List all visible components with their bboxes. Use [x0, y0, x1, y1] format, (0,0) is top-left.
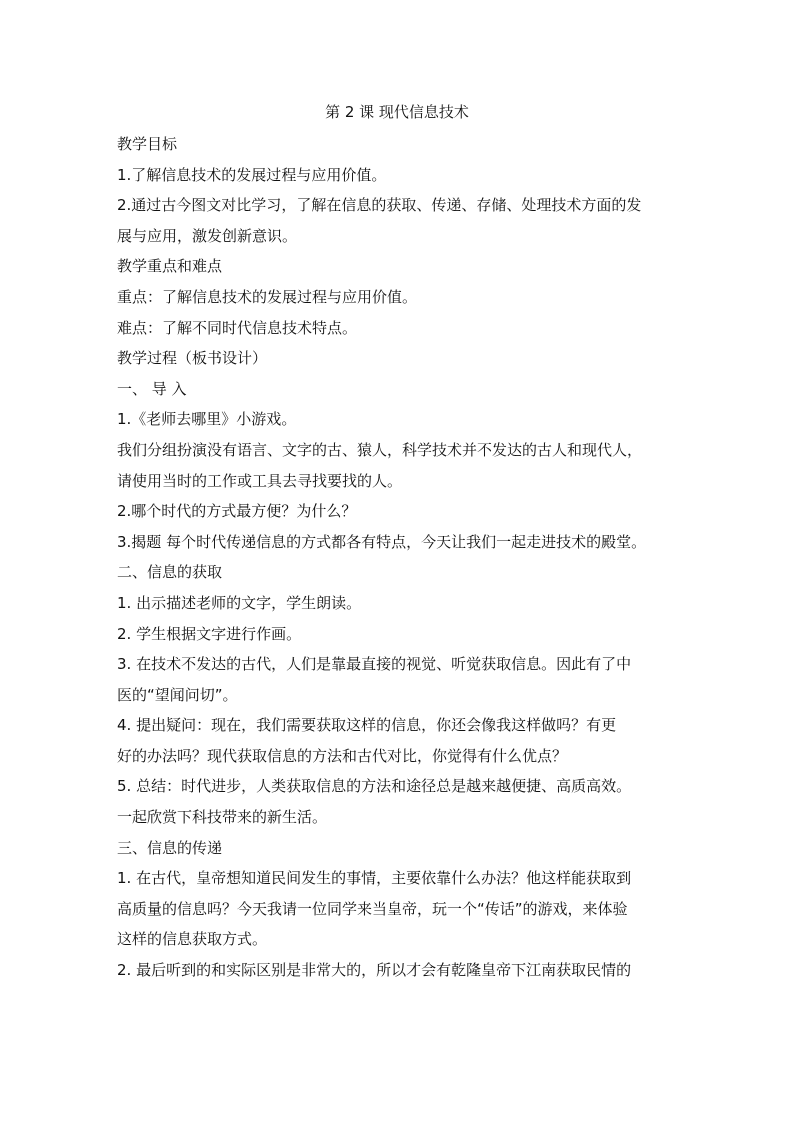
text-line: 1.《老师去哪里》小游戏。 — [117, 410, 297, 429]
text-line: 2.通过古今图文对比学习，了解在信息的获取、传递、存储、处理技术方面的发 — [117, 196, 642, 215]
lesson-title: 第 2 课 现代信息技术 — [325, 103, 469, 121]
text-line: 教学重点和难点 — [117, 257, 223, 276]
text-line: 重点：了解信息技术的发展过程与应用价值。 — [117, 287, 418, 306]
text-line: 1. 在古代，皇帝想知道民间发生的事情，主要依靠什么办法？他这样能获取到 — [117, 869, 632, 888]
text-line: 教学过程（板书设计） — [117, 349, 268, 368]
text-line: 1.了解信息技术的发展过程与应用价值。 — [117, 165, 387, 184]
text-line: 展与应用，激发创新意识。 — [117, 226, 298, 245]
document-body — [117, 129, 679, 986]
text-line: 一、 导 入 — [117, 379, 187, 398]
text-line: 高质量的信息吗？今天我请一位同学来当皇帝，玩一个“传话”的游戏，来体验 — [117, 899, 628, 918]
text-line: 难点：了解不同时代信息技术特点。 — [117, 318, 358, 337]
text-line: 1. 出示描述老师的文字，学生朗读。 — [117, 593, 362, 612]
text-line: 2.哪个时代的方式最方便？为什么？ — [117, 502, 357, 521]
text-line: 3. 在技术不发达的古代，人们是靠最直接的视觉、听觉获取信息。因此有了中 — [117, 655, 632, 674]
text-line: 教学目标 — [117, 135, 178, 153]
text-line: 我们分组扮演没有语言、文字的古、猿人，科学技术并不发达的古人和现代人， — [117, 440, 643, 459]
text-line: 5. 总结：时代进步，人类获取信息的方法和途径总是越来越便捷、高质高效。 — [117, 777, 632, 796]
text-line: 3.揭题 每个时代传递信息的方式都各有特点，今天让我们一起走进技术的殿堂。 — [117, 532, 647, 551]
text-line: 三、信息的传递 — [117, 838, 223, 857]
text-line: 请使用当时的工作或工具去寻找要找的人。 — [117, 471, 403, 490]
text-line: 一起欣赏下科技带来的新生活。 — [117, 808, 328, 827]
text-line: 二、信息的获取 — [117, 563, 223, 582]
text-line: 2. 最后听到的和实际区别是非常大的，所以才会有乾隆皇帝下江南获取民情的 — [117, 961, 632, 980]
text-line: 医的“望闻问切”。 — [117, 685, 238, 704]
text-line: 这样的信息获取方式。 — [117, 930, 268, 949]
text-line: 2. 学生根据文字进行作画。 — [117, 624, 302, 643]
text-line: 4. 提出疑问：现在，我们需要获取这样的信息，你还会像我这样做吗？有更 — [117, 716, 617, 735]
text-line: 好的办法吗？现代获取信息的方法和古代对比，你觉得有什么优点？ — [117, 746, 568, 765]
